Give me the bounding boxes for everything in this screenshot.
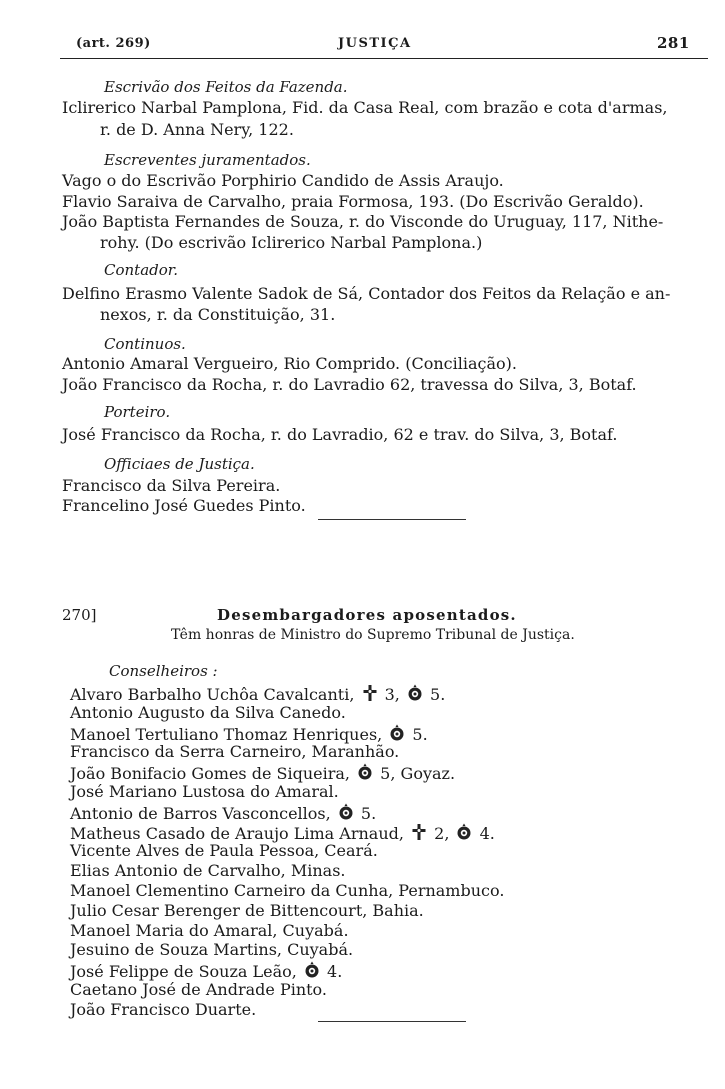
entry-line: Flavio Saraiva de Carvalho, praia Formosa, 193. (Do Escrivão Geraldo).	[62, 192, 644, 211]
order-cross-icon	[411, 823, 427, 841]
order-rose-icon	[407, 684, 423, 702]
judge-entry: José Felippe de Souza Leão, 4.	[70, 962, 343, 982]
entry-continuation: rohy. (Do escrivão Iclirerico Narbal Pamplona.)	[100, 233, 483, 252]
entry-line: Iclirerico Narbal Pamplona, Fid. da Casa Real, com brazão e cota d'armas,	[62, 98, 668, 117]
judge-entry: Antonio de Barros Vasconcellos, 5.	[70, 803, 377, 823]
section-divider	[318, 519, 466, 520]
order-rose-icon	[456, 823, 472, 841]
group-heading: Conselheiros :	[109, 662, 218, 680]
order-rose-icon	[304, 961, 320, 979]
section-title: Desembargadores aposentados.	[217, 606, 517, 624]
entry-line: Delfino Erasmo Valente Sadok de Sá, Contador dos Feitos da Relação e an-	[62, 284, 671, 303]
judge-entry: Caetano José de Andrade Pinto.	[70, 980, 327, 999]
header-rule	[60, 58, 708, 59]
header-article-ref: (art. 269)	[76, 36, 151, 51]
subsection-heading: Escrivão dos Feitos da Fazenda.	[104, 78, 348, 96]
page-number: 281	[657, 34, 690, 52]
judge-entry: Francisco da Serra Carneiro, Maranhão.	[70, 742, 400, 762]
judge-entry: João Bonifacio Gomes de Siqueira, 5, Goyaz.	[70, 764, 456, 784]
judge-entry: José Mariano Lustosa do Amaral.	[70, 782, 339, 801]
subsection-heading: Officiaes de Justiça.	[104, 455, 255, 473]
judge-entry: Alvaro Barbalho Uchôa Cavalcanti, 3, 5.	[70, 685, 446, 704]
entry-line: João Baptista Fernandes de Souza, r. do Visconde do Uruguay, 117, Nithe-	[62, 212, 664, 231]
judge-entry: Elias Antonio de Carvalho, Minas.	[70, 861, 346, 881]
judge-entry: Manoel Tertuliano Thomaz Henriques, 5.	[70, 724, 428, 744]
entry-continuation: nexos, r. da Constituição, 31.	[100, 305, 336, 324]
entry-line: Antonio Amaral Vergueiro, Rio Comprido. (Conciliação).	[62, 354, 517, 373]
entry-line: Francisco da Silva Pereira.	[62, 476, 281, 495]
end-divider	[318, 1021, 466, 1022]
subsection-heading: Escreventes juramentados.	[104, 151, 311, 169]
entry-line: José Francisco da Rocha, r. do Lavradio, 62 e trav. do Silva, 3, Botaf.	[62, 425, 618, 444]
section-subtitle: Têm honras de Ministro do Supremo Tribunal de Justiça.	[171, 627, 575, 643]
order-rose-icon	[389, 724, 405, 742]
order-rose-icon	[357, 763, 373, 781]
order-rose-icon	[338, 803, 354, 821]
judge-entry: Manoel Clementino Carneiro da Cunha, Pernambuco.	[70, 881, 505, 900]
header-title: JUSTIÇA	[338, 36, 412, 51]
judge-entry: Jesuino de Souza Martins, Cuyabá.	[70, 940, 354, 960]
judge-entry: Matheus Casado de Araujo Lima Arnaud, 2, 4.	[70, 823, 495, 843]
subsection-heading: Contador.	[104, 261, 179, 279]
section-number: 270]	[62, 606, 97, 624]
judge-entry: Manoel Maria do Amaral, Cuyabá.	[70, 920, 349, 940]
subsection-heading: Continuos.	[104, 335, 186, 353]
judge-entry: João Francisco Duarte.	[70, 999, 257, 1019]
order-cross-icon	[362, 684, 378, 702]
entry-continuation: r. de D. Anna Nery, 122.	[100, 120, 294, 139]
subsection-heading: Porteiro.	[104, 403, 171, 421]
judge-entry: Vicente Alves de Paula Pessoa, Ceará.	[70, 841, 378, 861]
entry-line: Vago o do Escrivão Porphirio Candido de Assis Araujo.	[62, 171, 504, 190]
entry-line: Francelino José Guedes Pinto.	[62, 496, 306, 515]
judge-entry: Julio Cesar Berenger de Bittencourt, Bahia.	[70, 900, 424, 920]
entry-line: João Francisco da Rocha, r. do Lavradio 62, travessa do Silva, 3, Botaf.	[62, 375, 637, 394]
judge-entry: Antonio Augusto da Silva Canedo.	[70, 702, 346, 722]
